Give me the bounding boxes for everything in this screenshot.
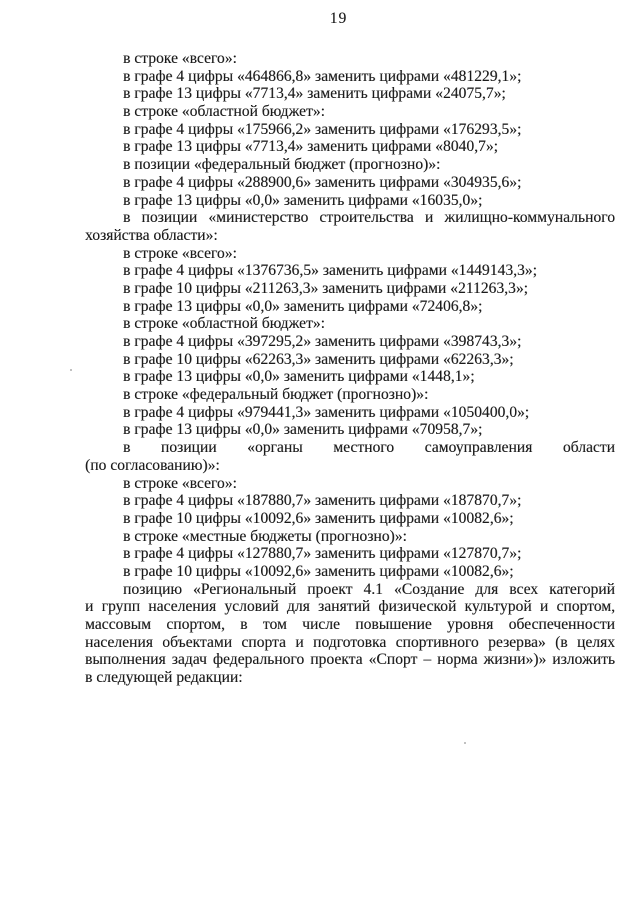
document-line: в строке «всего»: bbox=[123, 244, 237, 262]
document-line: в графе 4 цифры «175966,2» заменить цифрами «176293,5»; bbox=[123, 120, 522, 138]
document-line: в графе 10 цифры «62263,3» заменить цифрами «62263,3»; bbox=[123, 350, 514, 368]
document-line: в строке «всего»: bbox=[123, 474, 237, 492]
document-line: в графе 4 цифры «187880,7» заменить цифрами «187870,7»; bbox=[123, 492, 522, 510]
document-line: массовым спортом, в том числе повышение уровня обеспеченности bbox=[85, 616, 615, 633]
document-line: в позиции «федеральный бюджет (прогнозно)»: bbox=[123, 156, 441, 174]
document-line: в строке «областной бюджет»: bbox=[123, 315, 325, 333]
document-line: в графе 13 цифры «7713,4» заменить цифрами «8040,7»; bbox=[123, 138, 498, 156]
document-line: (по согласованию)»: bbox=[85, 456, 220, 474]
document-line: в позиции «министерство строительства и жилищно-коммунального bbox=[123, 209, 615, 227]
document-line: в позиции «органы местного самоуправления области bbox=[123, 439, 615, 457]
document-line: в графе 4 цифры «397295,2» заменить цифрами «398743,3»; bbox=[123, 333, 522, 350]
document-line: в графе 4 цифры «127880,7» заменить цифрами «127870,7»; bbox=[123, 545, 522, 563]
document-line: в графе 13 цифры «0,0» заменить цифрами «72406,8»; bbox=[123, 297, 483, 315]
document-line: в графе 4 цифры «1376736,5» заменить цифрами «1449143,3»; bbox=[123, 262, 537, 280]
scan-speck bbox=[70, 369, 72, 371]
document-line: в строке «федеральный бюджет (прогнозно)»: bbox=[123, 386, 429, 404]
document-line: в следующей редакции: bbox=[85, 669, 243, 687]
document-line: в графе 4 цифры «464866,8» заменить цифрами «481229,1»; bbox=[123, 67, 522, 85]
document-line: хозяйства области»: bbox=[85, 226, 218, 244]
document-line: позицию «Региональный проект 4.1 «Создание для всех категорий bbox=[123, 580, 615, 598]
document-line: в графе 10 цифры «10092,6» заменить цифрами «10082,6»; bbox=[123, 562, 514, 580]
scan-speck bbox=[464, 742, 466, 744]
document-line: в графе 4 цифры «288900,6» заменить цифрами «304935,6»; bbox=[123, 173, 522, 191]
page-number: 19 bbox=[329, 10, 348, 27]
document-line: в строке «всего»: bbox=[123, 50, 237, 67]
document-body bbox=[85, 50, 615, 687]
document-line: в графе 13 цифры «0,0» заменить цифрами «16035,0»; bbox=[123, 191, 483, 209]
document-line: выполнения задач федерального проекта «Спорт – норма жизни»)» изложить bbox=[85, 651, 615, 669]
document-line: в графе 10 цифры «10092,6» заменить цифрами «10082,6»; bbox=[123, 509, 514, 527]
document-line: в графе 13 цифры «0,0» заменить цифрами «70958,7»; bbox=[123, 421, 483, 439]
document-line: в строке «местные бюджеты (прогнозно)»: bbox=[123, 527, 407, 545]
document-line: в графе 4 цифры «979441,3» заменить цифрами «1050400,0»; bbox=[123, 403, 530, 421]
document-line: населения объектами спорта и подготовка спортивного резерва» (в целях bbox=[85, 633, 615, 651]
document-line: в графе 13 цифры «0,0» заменить цифрами «1448,1»; bbox=[123, 368, 475, 386]
document-line: в графе 13 цифры «7713,4» заменить цифрами «24075,7»; bbox=[123, 85, 506, 103]
document-line: и групп населения условий для занятий физической культурой и спортом, bbox=[85, 598, 615, 616]
document-line: в графе 10 цифры «211263,3» заменить цифрами «211263,3»; bbox=[123, 279, 528, 297]
document-line: в строке «областной бюджет»: bbox=[123, 103, 325, 121]
